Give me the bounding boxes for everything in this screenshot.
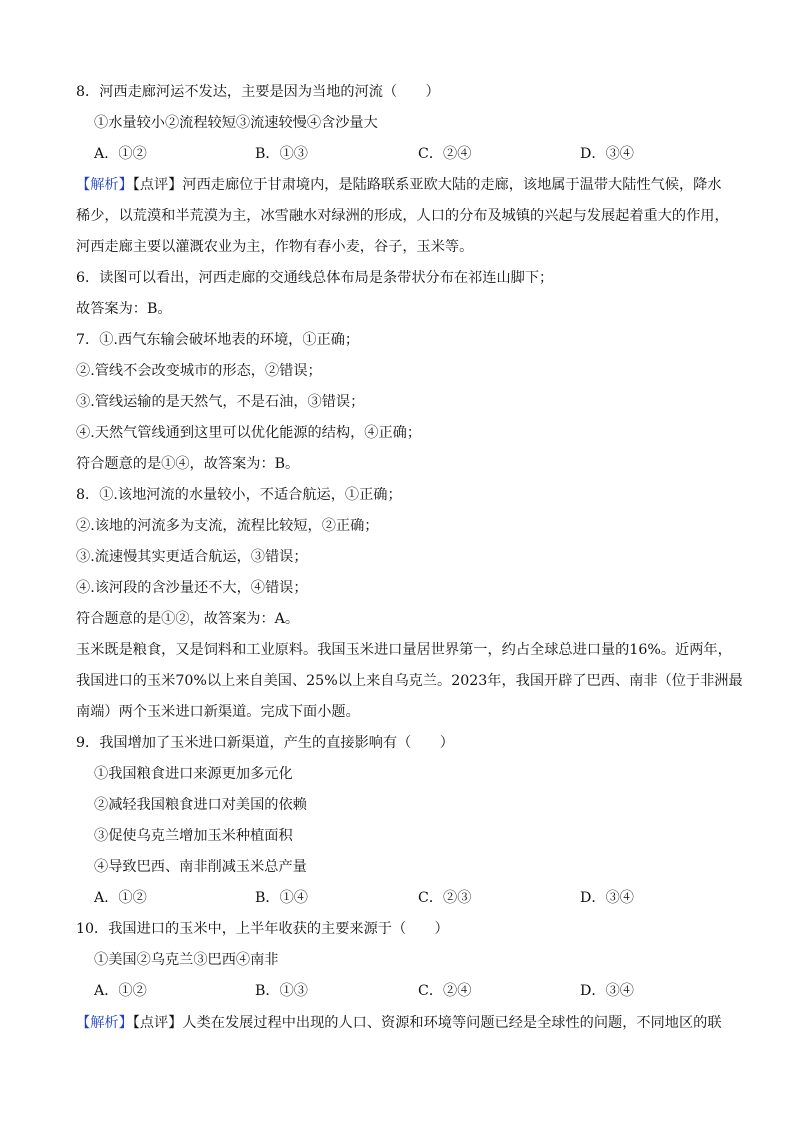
analysis1-line-13: ③.流速慢其实更适合航运，③错误； [76,549,308,565]
q8-statements: ①水量较小②流程较短③流速较慢④含沙量大 [94,115,378,131]
analysis1-line-8: ③.管线运输的是天然气，不是石油，③错误； [76,394,365,410]
q10-option-b[interactable]: B．①③ [255,983,308,999]
analysis1-line-9: ④.天然气管线通到这里可以优化能源的结构，④正确； [76,425,422,441]
q10-statements: ①美国②乌克兰③巴西④南非 [94,952,279,968]
q10-option-c[interactable]: C．②④ [418,983,472,999]
q9-option-d[interactable]: D．③④ [580,890,634,906]
q8-option-c[interactable]: C．②④ [418,146,472,162]
q8-option-b[interactable]: B．①③ [255,146,308,162]
analysis1-line-11: 8．①.该地河流的水量较小，不适合航运，①正确； [76,487,402,503]
q8-stem: 8．河西走廊河运不发达，主要是因为当地的河流（ ） [76,84,440,100]
q8-option-d[interactable]: D．③④ [580,146,634,162]
analysis1-line-14: ④.该河段的含沙量还不大，④错误； [76,580,308,596]
analysis1-line-15: 符合题意的是①②，故答案为：A。 [76,611,300,627]
analysis1-line-10: 符合题意的是①④，故答案为：B。 [76,456,300,472]
analysis2-line-1: 【解析】【点评】人类在发展过程中出现的人口、资源和环境等问题已经是全球性的问题，不同地区的联 [76,1015,722,1031]
passage-line-2: 我国进口的玉米70%以上来自美国、25%以上来自乌克兰。2023年，我国开辟了巴西、南非（位于非洲最 [76,673,743,689]
q9-statement-3: ③促使乌克兰增加玉米种植面积 [94,828,293,844]
passage-line-3: 南端）两个玉米进口新渠道。完成下面小题。 [76,704,360,720]
q9-statement-1: ①我国粮食进口来源更加多元化 [94,766,293,782]
analysis1-line-7: ②.管线不会改变城市的形态，②错误； [76,363,322,379]
analysis1-line-4: 6．读图可以看出，河西走廊的交通线总体布局是条带状分布在祁连山脚下； [76,270,554,286]
analysis1-line-5: 故答案为：B。 [76,301,172,317]
q8-option-a[interactable]: A．①② [94,146,147,162]
q10-stem: 10．我国进口的玉米中，上半年收获的主要来源于（ ） [76,921,449,937]
q10-option-d[interactable]: D．③④ [580,983,634,999]
analysis1-line-1: 【解析】【点评】河西走廊位于甘肃境内，是陆路联系亚欧大陆的走廊，该地属于温带大陆性气候，降水 [76,177,722,193]
q9-statement-4: ④导致巴西、南非削减玉米总产量 [94,859,307,875]
analysis-tag: 【解析】 [76,177,133,193]
analysis1-line-2: 稀少，以荒漠和半荒漠为主，冰雪融水对绿洲的形成，人口的分布及城镇的兴起与发展起着重大的作用， [76,208,729,224]
q9-option-b[interactable]: B．①④ [255,890,308,906]
q10-option-a[interactable]: A．①② [94,983,147,999]
analysis1-line-6: 7．①.西气东输会破坏地表的环境，①正确； [76,332,360,348]
analysis-tag: 【解析】 [76,1015,133,1031]
passage-line-1: 玉米既是粮食，又是饲料和工业原料。我国玉米进口量居世界第一，约占全球总进口量的16%。近两年， [76,642,732,658]
q9-option-a[interactable]: A．①② [94,890,147,906]
q9-stem: 9．我国增加了玉米进口新渠道，产生的直接影响有（ ） [76,735,454,751]
q9-statement-2: ②减轻我国粮食进口对美国的依赖 [94,797,307,813]
analysis1-line-3: 河西走廊主要以灌溉农业为主，作物有春小麦，谷子，玉米等。 [76,239,474,255]
analysis1-line-12: ②.该地的河流多为支流，流程比较短，②正确； [76,518,379,534]
q9-option-c[interactable]: C．②③ [418,890,472,906]
